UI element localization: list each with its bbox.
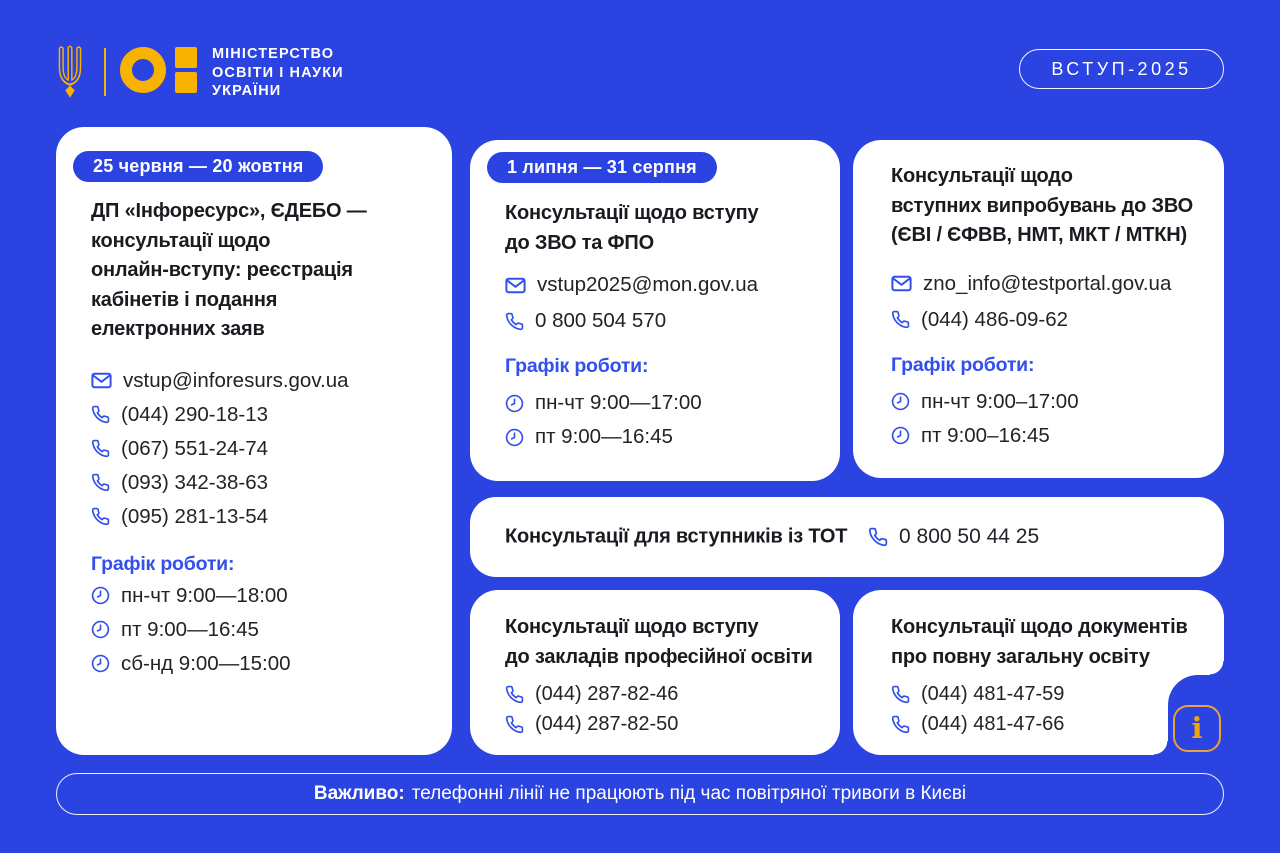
- phone-number: (044) 287-82-50: [535, 712, 679, 735]
- phone-icon: [91, 507, 110, 526]
- email-icon: [505, 277, 526, 294]
- mon-logo-colon-top: [175, 47, 197, 68]
- title-line: кабінетів і подання: [91, 288, 278, 311]
- schedule-row: [91, 579, 426, 613]
- schedule-text: пт 9:00–16:45: [921, 423, 1050, 447]
- card-title: [891, 613, 1204, 672]
- card-title: [91, 197, 426, 345]
- title-line: до закладів професійної освіти: [505, 645, 813, 668]
- email-row[interactable]: [91, 364, 426, 398]
- phone-icon: [891, 310, 910, 329]
- contact-list: [91, 364, 426, 534]
- phone-number: (044) 287-82-46: [535, 682, 679, 705]
- phone-icon: [891, 715, 910, 734]
- card-documents: [853, 590, 1224, 755]
- schedule-row: [891, 419, 1206, 453]
- phone-number: (093) 342-38-63: [121, 470, 269, 494]
- phone-icon: [505, 312, 524, 331]
- phone-row[interactable]: [868, 525, 1039, 549]
- schedule-list: [91, 579, 426, 681]
- title-line: онлайн-вступу: реєстрація: [91, 259, 353, 281]
- card-vocational: [470, 590, 840, 755]
- contact-list: [891, 679, 1204, 739]
- schedule-label: Графік роботи:: [91, 552, 235, 575]
- card-title: [505, 613, 818, 672]
- phone-icon: [505, 715, 524, 734]
- schedule-label: Графік роботи:: [891, 353, 1035, 376]
- phone-icon: [91, 473, 110, 492]
- phone-number: (044) 481-47-59: [921, 682, 1065, 705]
- schedule-row: [505, 386, 816, 420]
- title-line: консультації щодо: [91, 229, 271, 252]
- card-exams: [853, 140, 1224, 478]
- schedule-text: пт 9:00—16:45: [535, 425, 673, 448]
- title-line: електронних заяв: [91, 318, 265, 340]
- email-address: vstup2025@mon.gov.ua: [537, 273, 759, 296]
- notch-fillet: [1210, 661, 1224, 675]
- phone-row[interactable]: [91, 398, 426, 432]
- phone-row[interactable]: [91, 466, 426, 500]
- phone-row[interactable]: [91, 432, 426, 466]
- schedule-label: Графік роботи:: [505, 355, 649, 377]
- phone-number: (044) 481-47-66: [921, 712, 1065, 735]
- ministry-line: ОСВІТИ І НАУКИ: [212, 64, 344, 81]
- ministry-line: МІНІСТЕРСТВО: [212, 46, 335, 62]
- title-line: Консультації щодо вступу: [505, 616, 759, 638]
- phone-icon: [891, 685, 910, 704]
- notch-fillet: [1154, 741, 1168, 755]
- phone-number: (067) 551-24-74: [121, 436, 269, 460]
- clock-icon: [91, 620, 110, 639]
- email-icon: [91, 372, 112, 389]
- clock-icon: [891, 392, 910, 411]
- phone-number: 0 800 50 44 25: [899, 525, 1040, 548]
- schedule-list: [505, 386, 816, 454]
- schedule-text: пт 9:00—16:45: [121, 617, 259, 641]
- title-line: (ЄВІ / ЄФВВ, НМТ, МКТ / МТКН): [891, 224, 1187, 246]
- schedule-list: [891, 385, 1206, 453]
- card-title: [891, 162, 1206, 251]
- email-icon: [891, 275, 912, 292]
- campaign-badge: ВСТУП-2025: [1019, 49, 1224, 89]
- phone-icon: [91, 439, 110, 458]
- date-badge: 1 липня — 31 серпня: [487, 152, 717, 183]
- schedule-text: сб-нд 9:00—15:00: [121, 651, 291, 675]
- title-line: вступних випробувань до ЗВО: [891, 194, 1193, 217]
- card-zvo-fpo: [470, 140, 840, 481]
- phone-icon: [91, 405, 110, 424]
- ministry-line: УКРАЇНИ: [212, 83, 282, 99]
- clock-icon: [91, 586, 110, 605]
- phone-row[interactable]: [891, 709, 1204, 739]
- phone-row[interactable]: [505, 709, 818, 739]
- title-line: до ЗВО та ФПО: [505, 231, 654, 254]
- email-row[interactable]: [505, 267, 816, 303]
- phone-icon: [505, 685, 524, 704]
- schedule-text: пн-чт 9:00–17:00: [921, 389, 1079, 413]
- clock-icon: [891, 426, 910, 445]
- contact-list: [891, 266, 1206, 338]
- clock-icon: [91, 654, 110, 673]
- card-title: [505, 199, 816, 258]
- title-line: ДП «Інфоресурс», ЄДЕБО —: [91, 200, 367, 222]
- card-tot: [470, 497, 1224, 577]
- email-address: vstup@inforesurs.gov.ua: [123, 368, 349, 392]
- phone-row[interactable]: [91, 500, 426, 534]
- contact-list: [505, 679, 818, 739]
- phone-row[interactable]: [505, 303, 816, 339]
- email-address: zno_info@testportal.gov.ua: [923, 271, 1172, 295]
- schedule-text: пн-чт 9:00—18:00: [121, 583, 288, 607]
- mon-logo-colon-bottom: [175, 72, 197, 93]
- schedule-row: [891, 385, 1206, 419]
- title-line: Консультації щодо вступу: [505, 202, 759, 224]
- title-line: про повну загальну освіту: [891, 645, 1150, 668]
- title-line: Консультації щодо документів: [891, 616, 1188, 638]
- phone-row[interactable]: [891, 302, 1206, 338]
- schedule-text: пн-чт 9:00—17:00: [535, 391, 702, 414]
- notice-text: телефонні лінії не працюють під час повітряної тривоги в Києві: [411, 783, 967, 804]
- info-button[interactable]: [1173, 705, 1221, 752]
- phone-number: (044) 290-18-13: [121, 402, 269, 426]
- phone-number: 0 800 504 570: [535, 309, 667, 332]
- alert-notice-bar: [56, 773, 1224, 815]
- date-badge: 25 червня — 20 жовтня: [73, 151, 323, 182]
- schedule-row: [91, 613, 426, 647]
- schedule-row: [91, 647, 426, 681]
- mon-logo-ring: [120, 47, 166, 93]
- schedule-row: [505, 420, 816, 454]
- phone-number: (044) 486-09-62: [921, 307, 1069, 331]
- clock-icon: [505, 394, 524, 413]
- phone-row[interactable]: [505, 679, 818, 709]
- phone-number: (095) 281-13-54: [121, 504, 269, 528]
- header-divider: [104, 48, 106, 96]
- phone-icon: [868, 527, 888, 547]
- card-title: Консультації для вступників із ТОТ: [505, 525, 848, 548]
- info-icon: i: [1191, 711, 1203, 745]
- ministry-name: [212, 45, 344, 101]
- card-inforesurs: [56, 127, 452, 755]
- notice-bold: Важливо:: [313, 783, 405, 804]
- trident-icon: [54, 43, 86, 100]
- title-line: Консультації щодо: [891, 165, 1073, 187]
- clock-icon: [505, 428, 524, 447]
- contact-list: [505, 267, 816, 339]
- phone-row[interactable]: [891, 679, 1204, 709]
- email-row[interactable]: [891, 266, 1206, 302]
